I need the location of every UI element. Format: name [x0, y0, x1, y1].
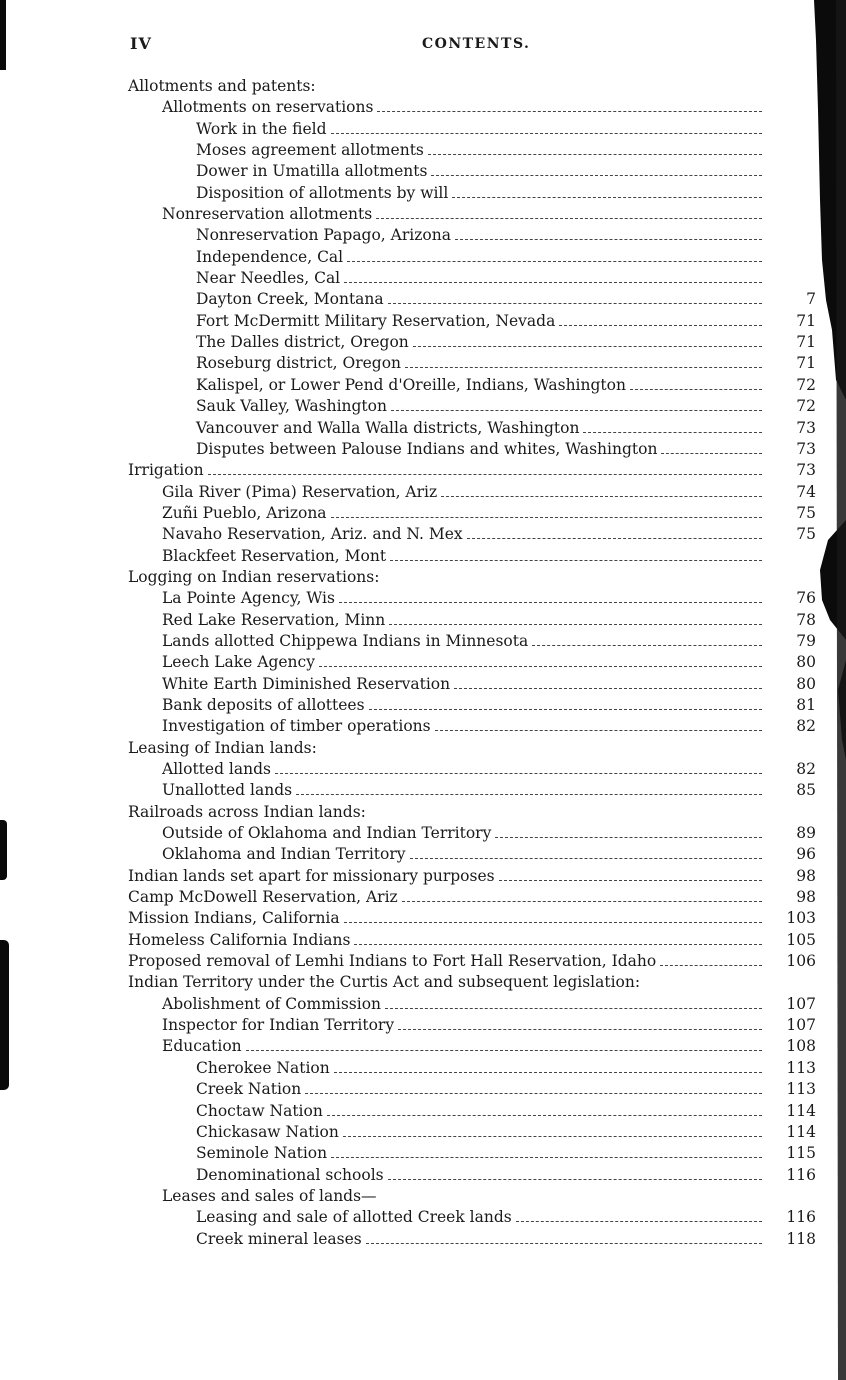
- toc-entry-text: Allotments on reservations: [162, 97, 375, 118]
- toc-entry-leader-line: [196, 375, 762, 396]
- toc-entry: [0, 1143, 846, 1164]
- toc-entry: [0, 161, 846, 182]
- toc-entry-text: Homeless California Indians: [128, 930, 352, 951]
- toc-entry: [0, 418, 846, 439]
- left-edge-mark: [0, 940, 9, 1090]
- toc-entry: [0, 546, 846, 567]
- toc-entry: [0, 1229, 846, 1250]
- toc-entry: [0, 1122, 846, 1143]
- toc-entry-page-number: 73: [796, 461, 816, 480]
- dot-leader: [452, 197, 762, 198]
- toc-entry-leader-line: [162, 524, 762, 545]
- toc-entry-leader-line: [196, 418, 762, 439]
- toc-entry-leader-line: [162, 1015, 762, 1036]
- toc-entry-leader-line: [162, 716, 762, 737]
- toc-entry-leader-line: [196, 140, 762, 161]
- toc-entry-leader-line: [196, 311, 762, 332]
- toc-entry-leader-line: [162, 695, 762, 716]
- toc-entry-page-number: 116: [786, 1208, 816, 1227]
- toc-entry-text: Allotments and patents:: [128, 76, 318, 97]
- toc-entry-text: Lands allotted Chippewa Indians in Minnesota: [162, 631, 530, 652]
- toc-entry-page-number: 75: [796, 525, 816, 544]
- dot-leader: [630, 389, 762, 390]
- dot-leader: [319, 666, 762, 667]
- dot-leader: [296, 794, 762, 795]
- toc-entry: [0, 631, 846, 652]
- toc-entry-leader-line: [196, 396, 762, 417]
- toc-entry: [0, 119, 846, 140]
- dot-leader: [331, 133, 762, 134]
- toc-entry-page-number: 71: [796, 311, 816, 330]
- toc-entry-leader-line: [162, 844, 762, 865]
- dot-leader: [428, 154, 762, 155]
- toc-entry-page-number: 116: [786, 1165, 816, 1184]
- toc-entry-leader-line: [162, 652, 762, 673]
- toc-entry-leader-line: [196, 119, 762, 140]
- toc-entry-leader-line: [128, 887, 762, 908]
- toc-entry: [0, 567, 846, 588]
- toc-entry-text: Red Lake Reservation, Minn: [162, 610, 387, 631]
- toc-entry-text: Creek Nation: [196, 1079, 303, 1100]
- toc-entry-page-number: 85: [796, 781, 816, 800]
- toc-entry: [0, 311, 846, 332]
- toc-entry-text: Leasing and sale of allotted Creek lands: [196, 1207, 514, 1228]
- toc-entry: [0, 695, 846, 716]
- toc-entry: [0, 289, 846, 310]
- toc-entry: [0, 994, 846, 1015]
- dot-leader: [391, 410, 762, 411]
- toc-entry-leader-line: [196, 332, 762, 353]
- toc-entry-text: Camp McDowell Reservation, Ariz: [128, 887, 400, 908]
- toc-entry: [0, 1186, 846, 1207]
- dot-leader: [327, 1115, 762, 1116]
- toc-entry: [0, 738, 846, 759]
- toc-entry-text: Work in the field: [196, 119, 329, 140]
- toc-entry-text: Navaho Reservation, Ariz. and N. Mex: [162, 524, 465, 545]
- toc-entry-leader-line: [196, 1143, 762, 1164]
- toc-entry-leader-line: [162, 631, 762, 652]
- toc-entry-page-number: 78: [796, 610, 816, 629]
- dot-leader: [343, 1136, 762, 1137]
- toc-entry-leader-line: [196, 247, 762, 268]
- dot-leader: [275, 773, 762, 774]
- dot-leader: [369, 709, 762, 710]
- toc-entry: [0, 1207, 846, 1228]
- toc-entry-leader-line: [196, 1058, 762, 1079]
- toc-entry: [0, 887, 846, 908]
- toc-entry-text: Kalispel, or Lower Pend d'Oreille, Indians, Washington: [196, 375, 628, 396]
- toc-entry-text: Railroads across Indian lands:: [128, 802, 368, 823]
- toc-entry-page-number: 113: [786, 1058, 816, 1077]
- dot-leader: [339, 602, 762, 603]
- dot-leader: [390, 560, 762, 561]
- dot-leader: [347, 261, 762, 262]
- toc-entry: [0, 908, 846, 929]
- toc-entry-leader-line: [162, 780, 762, 801]
- toc-entry: [0, 353, 846, 374]
- toc-entry: [0, 802, 846, 823]
- dot-leader: [376, 218, 762, 219]
- toc-entry-leader-line: [128, 930, 762, 951]
- toc-entry-leader-line: [196, 439, 762, 460]
- toc-entry: [0, 972, 846, 993]
- toc-entry-page-number: 98: [796, 888, 816, 907]
- scan-edge-shadow: [776, 0, 846, 1380]
- toc-entry-page-number: 76: [796, 589, 816, 608]
- toc-entry-leader-line: [196, 289, 762, 310]
- dot-leader: [660, 965, 762, 966]
- toc-entry-page-number: 114: [786, 1101, 816, 1120]
- toc-entry-text: Inspector for Indian Territory: [162, 1015, 396, 1036]
- toc-entry-text: Abolishment of Commission: [162, 994, 383, 1015]
- dot-leader: [208, 474, 762, 475]
- toc-entry-text: Seminole Nation: [196, 1143, 329, 1164]
- toc-entry: [0, 183, 846, 204]
- toc-entry-text: Choctaw Nation: [196, 1101, 325, 1122]
- toc-entry-page-number: 80: [796, 653, 816, 672]
- toc-entry-page-number: 96: [796, 845, 816, 864]
- dot-leader: [495, 837, 762, 838]
- toc-entry: [0, 524, 846, 545]
- toc-entry-leader-line: [162, 610, 762, 631]
- dot-leader: [402, 901, 762, 902]
- dot-leader: [413, 346, 762, 347]
- dot-leader: [467, 538, 762, 539]
- toc-entry: [0, 503, 846, 524]
- toc-entry: [0, 204, 846, 225]
- toc-entry-text: Bank deposits of allottees: [162, 695, 367, 716]
- toc-entry-leader-line: [196, 183, 762, 204]
- toc-entry-leader-line: [128, 866, 762, 887]
- toc-entry-page-number: 89: [796, 824, 816, 843]
- toc-entry-text: Investigation of timber operations: [162, 716, 433, 737]
- toc-entry-text: Proposed removal of Lemhi Indians to Fort Hall Reservation, Idaho: [128, 951, 658, 972]
- toc-entry-text: Gila River (Pima) Reservation, Ariz: [162, 482, 439, 503]
- toc-entry: [0, 97, 846, 118]
- toc-entry-leader-line: [128, 802, 762, 823]
- toc-entry-text: Independence, Cal: [196, 247, 345, 268]
- toc-entry-text: Blackfeet Reservation, Mont: [162, 546, 388, 567]
- toc-entry-page-number: 114: [786, 1122, 816, 1141]
- dot-leader: [559, 325, 762, 326]
- dot-leader: [435, 730, 762, 731]
- toc-entry-text: The Dalles district, Oregon: [196, 332, 411, 353]
- toc-entry: [0, 76, 846, 97]
- toc-entry-leader-line: [196, 1229, 762, 1250]
- toc-entry-leader-line: [128, 908, 762, 929]
- toc-entry-page-number: 82: [796, 760, 816, 778]
- toc-entry: [0, 866, 846, 887]
- toc-entry-leader-line: [162, 482, 762, 503]
- toc-entry-text: Denominational schools: [196, 1165, 386, 1186]
- toc-entry-text: Zuñi Pueblo, Arizona: [162, 503, 329, 524]
- toc-entry: [0, 482, 846, 503]
- toc-entry-page-number: 79: [796, 631, 816, 650]
- dot-leader: [583, 432, 762, 433]
- toc-entry-leader-line: [162, 588, 762, 609]
- toc-entry: [0, 780, 846, 801]
- toc-entry-text: Outside of Oklahoma and Indian Territory: [162, 823, 493, 844]
- toc-entry-page-number: 107: [786, 994, 816, 1013]
- toc-entry-page-number: 115: [786, 1144, 816, 1163]
- toc-entry-page-number: 108: [786, 1037, 816, 1056]
- toc-entry-leader-line: [196, 1079, 762, 1100]
- dot-leader: [334, 1072, 762, 1073]
- toc-entry: [0, 1101, 846, 1122]
- toc-entry-text: Creek mineral leases: [196, 1229, 364, 1250]
- toc-entry-page-number: 74: [796, 482, 816, 501]
- toc-entry: [0, 674, 846, 695]
- toc-entry-leader-line: [196, 1101, 762, 1122]
- toc-entry-leader-line: [128, 76, 762, 97]
- toc-entry: [0, 332, 846, 353]
- toc-entry-text: White Earth Diminished Reservation: [162, 674, 452, 695]
- toc-entry-leader-line: [162, 674, 762, 695]
- toc-entry: [0, 951, 846, 972]
- page-numeral: IV: [130, 34, 152, 53]
- toc-entry-text: Leases and sales of lands—: [162, 1186, 379, 1207]
- toc-entry-page-number: 103: [786, 909, 816, 928]
- dot-leader: [454, 688, 762, 689]
- dot-leader: [398, 1029, 762, 1030]
- left-edge-mark: [0, 0, 6, 70]
- toc-entry-leader-line: [196, 1122, 762, 1143]
- toc-entry: [0, 1036, 846, 1057]
- toc-entry-page-number: 106: [786, 952, 816, 971]
- dot-leader: [441, 496, 762, 497]
- toc-entry: [0, 140, 846, 161]
- toc-entry: [0, 610, 846, 631]
- toc-entry-text: Disposition of allotments by will: [196, 183, 450, 204]
- toc-entry-leader-line: [196, 353, 762, 374]
- toc-entry-text: Moses agreement allotments: [196, 140, 426, 161]
- dot-leader: [532, 645, 762, 646]
- dot-leader: [388, 303, 762, 304]
- toc-entry: [0, 844, 846, 865]
- toc-entry-page-number: 107: [786, 1016, 816, 1035]
- toc-entry: [0, 1165, 846, 1186]
- toc-entry-page-number: 7: [806, 290, 816, 309]
- toc-entry-page-number: 105: [786, 930, 816, 949]
- toc-entry-text: Nonreservation Papago, Arizona: [196, 225, 453, 246]
- toc-entry-text: Chickasaw Nation: [196, 1122, 341, 1143]
- toc-entry-leader-line: [128, 972, 762, 993]
- dot-leader: [410, 858, 763, 859]
- toc-entry-page-number: 82: [796, 717, 816, 736]
- toc-entry-page-number: 80: [796, 674, 816, 693]
- toc-entry-text: Logging on Indian reservations:: [128, 567, 381, 588]
- toc-entry: [0, 225, 846, 246]
- dot-leader: [389, 624, 762, 625]
- toc-entry-text: Unallotted lands: [162, 780, 294, 801]
- dot-leader: [246, 1050, 762, 1051]
- toc-entry-text: Nonreservation allotments: [162, 204, 374, 225]
- dot-leader: [354, 944, 762, 945]
- toc-entry-text: Indian Territory under the Curtis Act and subsequent legislation:: [128, 972, 642, 993]
- toc-entry-page-number: 71: [796, 354, 816, 373]
- toc-entry: [0, 1079, 846, 1100]
- toc-entry-text: Mission Indians, California: [128, 908, 342, 929]
- toc-entry-leader-line: [196, 268, 762, 289]
- dot-leader: [344, 282, 762, 283]
- toc-entry: [0, 396, 846, 417]
- toc-entry-page-number: 71: [796, 333, 816, 352]
- toc-entry-leader-line: [128, 460, 762, 481]
- left-edge-mark: [0, 820, 7, 880]
- toc-entry-page-number: 73: [796, 418, 816, 437]
- toc-entry-leader-line: [162, 994, 762, 1015]
- toc-entry-page-number: 73: [796, 439, 816, 458]
- toc-entry-text: Roseburg district, Oregon: [196, 353, 403, 374]
- toc-entry: [0, 439, 846, 460]
- toc-entry-text: Indian lands set apart for missionary purposes: [128, 866, 497, 887]
- page-title: CONTENTS.: [422, 36, 531, 52]
- toc-entry-text: Disputes between Palouse Indians and whites, Washington: [196, 439, 659, 460]
- toc-entry-leader-line: [196, 225, 762, 246]
- toc-entry-text: Dower in Umatilla allotments: [196, 161, 429, 182]
- toc-entry-leader-line: [128, 951, 762, 972]
- dot-leader: [385, 1008, 762, 1009]
- toc-entry-leader-line: [162, 503, 762, 524]
- toc-entry-page-number: 118: [786, 1229, 816, 1248]
- toc-entry-leader-line: [162, 759, 762, 780]
- toc-entry-leader-line: [128, 567, 762, 588]
- toc-entry: [0, 759, 846, 780]
- toc-entry-page-number: 98: [796, 866, 816, 885]
- toc-entry-page-number: 72: [796, 397, 816, 416]
- toc-entry: [0, 716, 846, 737]
- toc-entry-text: Dayton Creek, Montana: [196, 289, 386, 310]
- toc-entry-text: Leech Lake Agency: [162, 652, 317, 673]
- toc-entry: [0, 460, 846, 481]
- table-of-contents: [0, 76, 846, 1250]
- dot-leader: [516, 1221, 762, 1222]
- toc-entry: [0, 588, 846, 609]
- toc-entry-leader-line: [162, 1036, 762, 1057]
- toc-entry-text: Fort McDermitt Military Reservation, Nevada: [196, 311, 557, 332]
- toc-entry-leader-line: [162, 97, 762, 118]
- toc-entry: [0, 823, 846, 844]
- dot-leader: [431, 175, 762, 176]
- toc-entry-leader-line: [162, 1186, 762, 1207]
- toc-entry-text: Irrigation: [128, 460, 206, 481]
- dot-leader: [499, 880, 762, 881]
- dot-leader: [331, 517, 762, 518]
- toc-entry-leader-line: [128, 738, 762, 759]
- toc-entry-page-number: 81: [796, 695, 816, 714]
- toc-entry: [0, 1058, 846, 1079]
- toc-entry: [0, 1015, 846, 1036]
- dot-leader: [661, 453, 762, 454]
- toc-entry-leader-line: [196, 1207, 762, 1228]
- toc-entry: [0, 247, 846, 268]
- dot-leader: [405, 367, 762, 368]
- toc-entry: [0, 268, 846, 289]
- toc-entry-text: Near Needles, Cal: [196, 268, 342, 289]
- toc-entry-leader-line: [162, 204, 762, 225]
- toc-entry-text: Sauk Valley, Washington: [196, 396, 389, 417]
- toc-entry-leader-line: [196, 1165, 762, 1186]
- toc-entry-text: Vancouver and Walla Walla districts, Washington: [196, 418, 581, 439]
- toc-entry: [0, 930, 846, 951]
- toc-entry-leader-line: [196, 161, 762, 182]
- toc-entry-page-number: 75: [796, 503, 816, 522]
- dot-leader: [366, 1243, 762, 1244]
- dot-leader: [344, 922, 762, 923]
- toc-entry-page-number: 113: [786, 1080, 816, 1099]
- toc-entry-leader-line: [162, 546, 762, 567]
- dot-leader: [377, 111, 762, 112]
- toc-entry-text: Education: [162, 1036, 244, 1057]
- dot-leader: [455, 239, 762, 240]
- toc-entry-text: Oklahoma and Indian Territory: [162, 844, 408, 865]
- toc-entry-page-number: 72: [796, 375, 816, 394]
- toc-entry-text: Cherokee Nation: [196, 1058, 332, 1079]
- dot-leader: [388, 1179, 762, 1180]
- toc-entry-leader-line: [162, 823, 762, 844]
- dot-leader: [331, 1157, 762, 1158]
- toc-entry-text: Leasing of Indian lands:: [128, 738, 319, 759]
- toc-entry-text: La Pointe Agency, Wis: [162, 588, 337, 609]
- toc-entry: [0, 375, 846, 396]
- toc-entry-text: Allotted lands: [162, 759, 273, 780]
- toc-entry: [0, 652, 846, 673]
- dot-leader: [305, 1093, 762, 1094]
